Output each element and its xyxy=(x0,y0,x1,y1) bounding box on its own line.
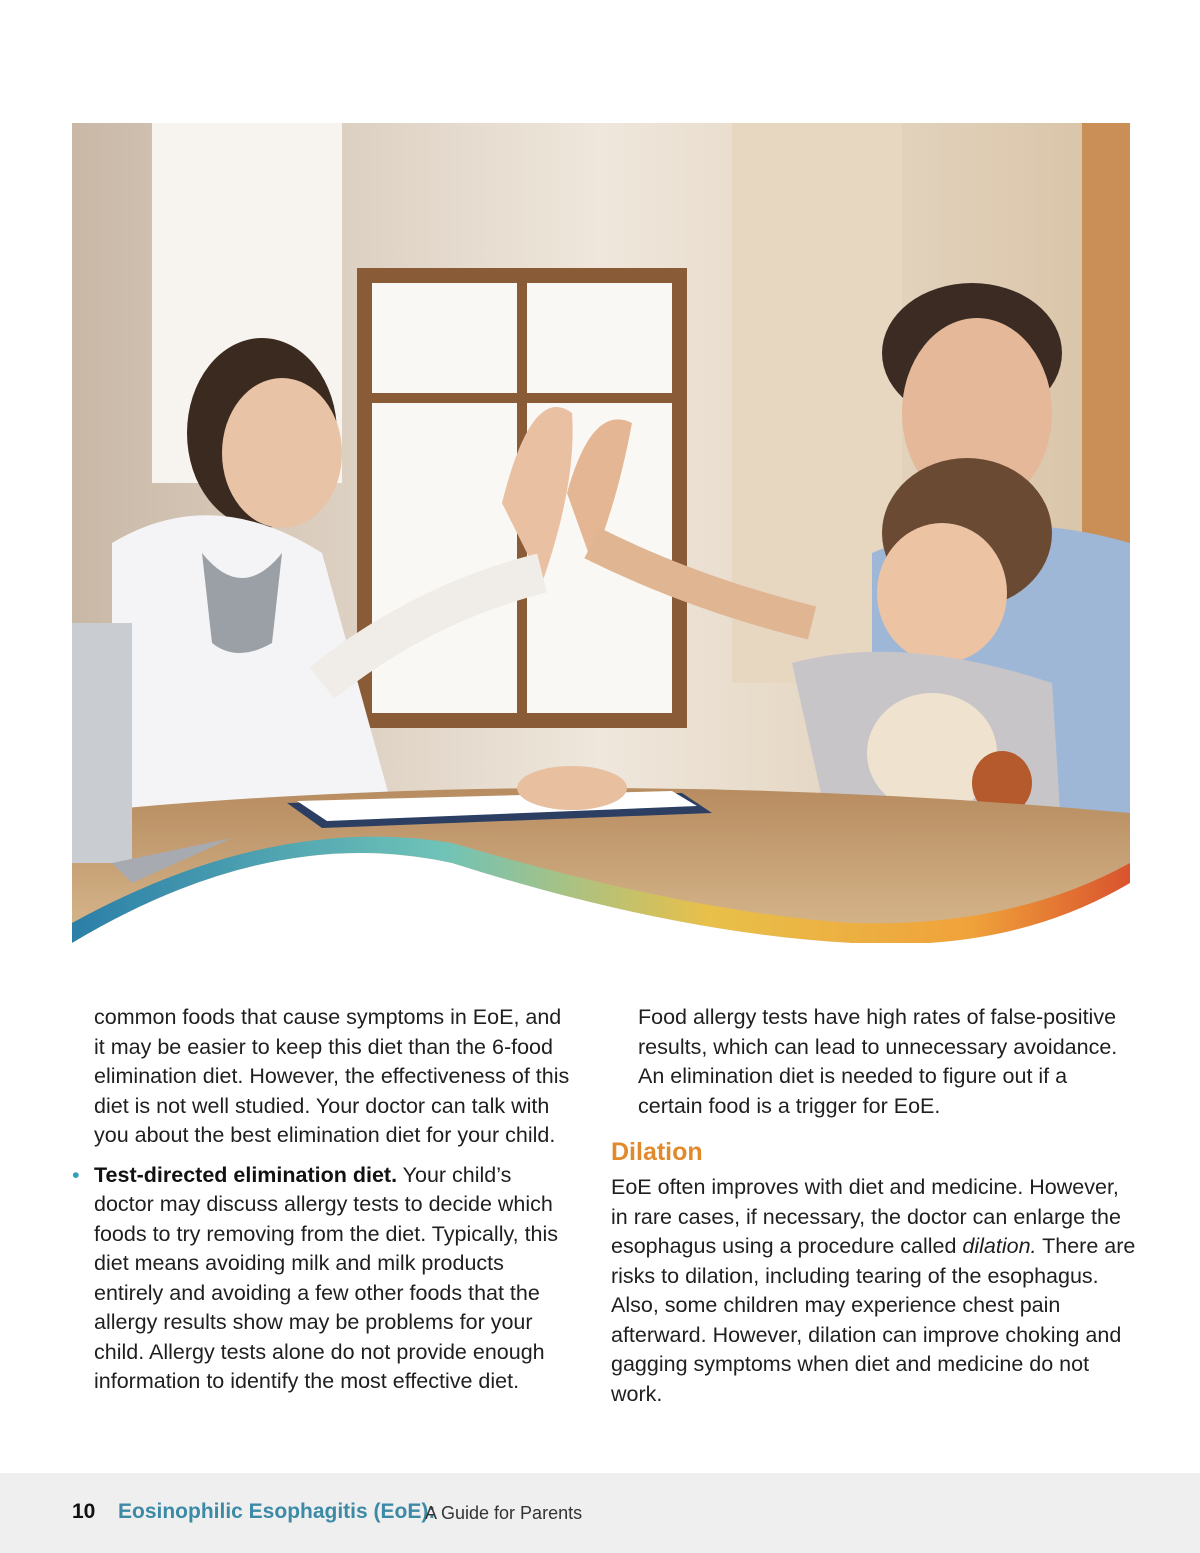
page-footer xyxy=(0,1473,1200,1553)
dilation-paragraph xyxy=(611,1173,1136,1409)
right-continuation-text: Food allergy tests have high rates of false-positive results, which can lead to unnecessary avoidance. An elimination diet is needed to figure out if a certain food is a trigger for EoE. xyxy=(638,1005,1118,1118)
left-continuation-text: common foods that cause symptoms in EoE, and it may be easier to keep this diet than the 6-food elimination diet. However, the effectiveness of this diet is not well studied. Your doctor can talk with you about the best elimination diet for your child. xyxy=(94,1005,570,1147)
left-column xyxy=(72,1003,577,1397)
bullet-dot-icon: • xyxy=(72,1162,80,1187)
page-number: 10 xyxy=(72,1500,96,1523)
doctor-high-five-photo xyxy=(72,123,1130,943)
dilation-text-before: EoE often improves with diet and medicine. However, in rare cases, if necessary, the doctor can enlarge the esophagus using a procedure called xyxy=(611,1175,1121,1258)
bullet-title: Test-directed elimination diet. xyxy=(94,1162,398,1187)
document-title: Eosinophilic Esophagitis (EoE): xyxy=(118,1500,436,1523)
bullet-test-directed-diet xyxy=(72,1161,577,1397)
dilation-text-after: There are risks to dilation, including tearing of the esophagus. Also, some children may experience chest pain afterward. However, dilation can improve choking and gagging symptoms when diet and medicine do not work. xyxy=(611,1234,1136,1406)
bullet-text: Your child’s doctor may discuss allergy tests to decide which foods to try removing from the diet. Typically, this diet means avoiding milk and milk products entirely and avoiding a few other foods that the allergy results show may be problems for your child. Allergy tests alone do not provide enough information to identify the most effective diet. xyxy=(94,1162,559,1393)
right-column xyxy=(611,1003,1136,1409)
section-heading-dilation: Dilation xyxy=(611,1138,703,1166)
photo-illustration xyxy=(72,123,1130,943)
dilation-term: dilation. xyxy=(962,1234,1037,1258)
document-subtitle: A Guide for Parents xyxy=(425,1503,583,1523)
